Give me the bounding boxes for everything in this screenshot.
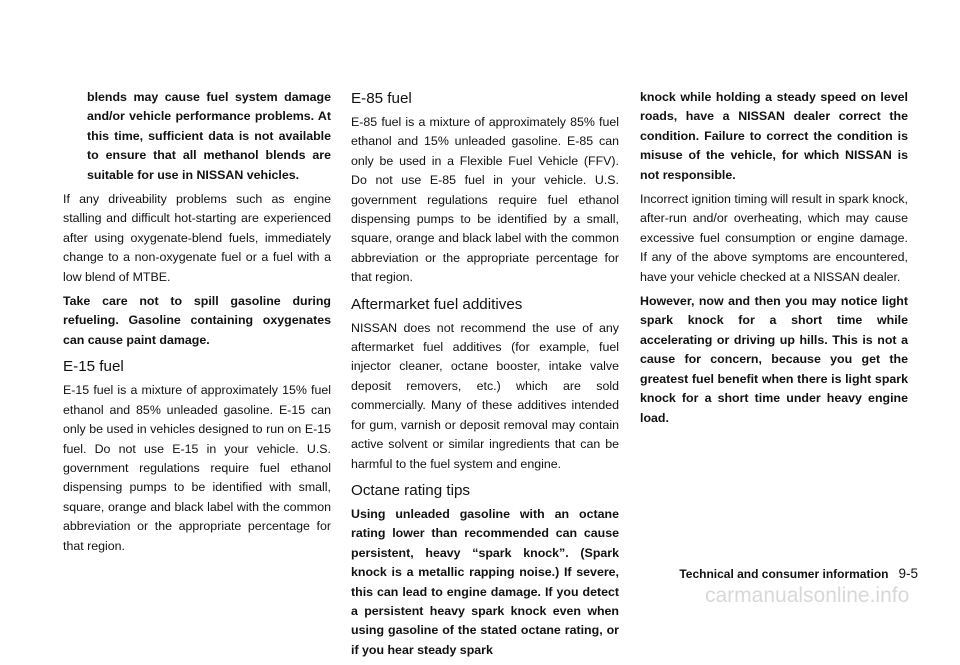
footer-page-number: 9-5 — [898, 566, 918, 581]
text-column-2 — [351, 89, 619, 665]
light-knock-paragraph: However, now and then you may notice light spark knock for a short time while accelerating or driving up hills. This is not a cause for concern, because you get the greatest fuel benefit when there is light spark knock for a short time under heavy engine load. — [640, 294, 908, 425]
methanol-warning-continued: blends may cause fuel system damage and/or vehicle performance problems. At this time, sufficient data is not available to ensure that all methanol blends are suitable for use in NISSAN vehicles. — [87, 90, 331, 182]
text-column-1 — [63, 88, 331, 561]
watermark-text: carmanualsonline.info — [705, 584, 910, 607]
additives-heading: Aftermarket fuel additives — [351, 295, 523, 313]
e15-paragraph: E-15 fuel is a mixture of approximately 15% fuel ethanol and 85% unleaded gasoline. E-15 can only be used in vehicles designed to run on E-15 fuel. Do not use E-15 in your vehicle. U.S. government regulations require fuel ethanol dispensing pumps to be identified with small, square, orange and black label with the common abbreviation or the appropriate percentage for that region. — [63, 383, 331, 553]
e85-heading: E-85 fuel — [351, 90, 412, 107]
spill-warning: Take care not to spill gasoline during refueling. Gasoline containing oxygenates can cause paint damage. — [63, 294, 331, 347]
e85-paragraph: E-85 fuel is a mixture of approximately 85% fuel ethanol and 15% unleaded gasoline. E-85 can only be used in a Flexible Fuel Vehicle (FFV). Do not use E-85 fuel in your vehicle. U.S. government regulations require fuel ethanol dispensing pumps to be identified by a small, square, orange and black label with the common abbreviation or the appropriate percentage for that region. — [351, 115, 619, 285]
page-footer — [679, 566, 918, 582]
additives-paragraph: NISSAN does not recommend the use of any aftermarket fuel additives (for example, fuel injector cleaner, octane booster, intake valve deposit removers, etc.) which are sold commercially. Many of these additives intended for gum, varnish or deposit removal may contain active solvent or similar ingredients that can be harmful to the fuel system and engine. — [351, 320, 619, 471]
e15-heading: E-15 fuel — [63, 358, 124, 376]
driveability-paragraph: If any driveability problems such as engine stalling and difficult hot-starting are experienced after using oxygenate-blend fuels, immediately change to a non-oxygenate fuel or a fuel with a low blend of MTBE. — [63, 192, 331, 284]
ignition-paragraph: Incorrect ignition timing will result in spark knock, after-run and/or overheating, which may cause excessive fuel consumption or engine damage. If any of the above symptoms are encountered, have your vehicle checked at a NISSAN dealer. — [640, 192, 908, 284]
octane-warning-end: knock while holding a steady speed on level roads, have a NISSAN dealer correct the condition. Failure to correct the condition is misuse of the vehicle, for which NISSAN is not responsible. — [640, 90, 908, 182]
text-column-3 — [640, 88, 908, 433]
octane-warning-start: Using unleaded gasoline with an octane rating lower than recommended can cause persistent, heavy “spark knock”. (Spark knock is a metallic rapping noise.) If severe, this can lead to engine damage. If you detect a persistent heavy spark knock even when using gasoline of the stated octane rating, or if you hear steady spark — [351, 506, 619, 657]
footer-section-title: Technical and consumer information — [679, 567, 889, 581]
octane-heading: Octane rating tips — [351, 481, 471, 499]
